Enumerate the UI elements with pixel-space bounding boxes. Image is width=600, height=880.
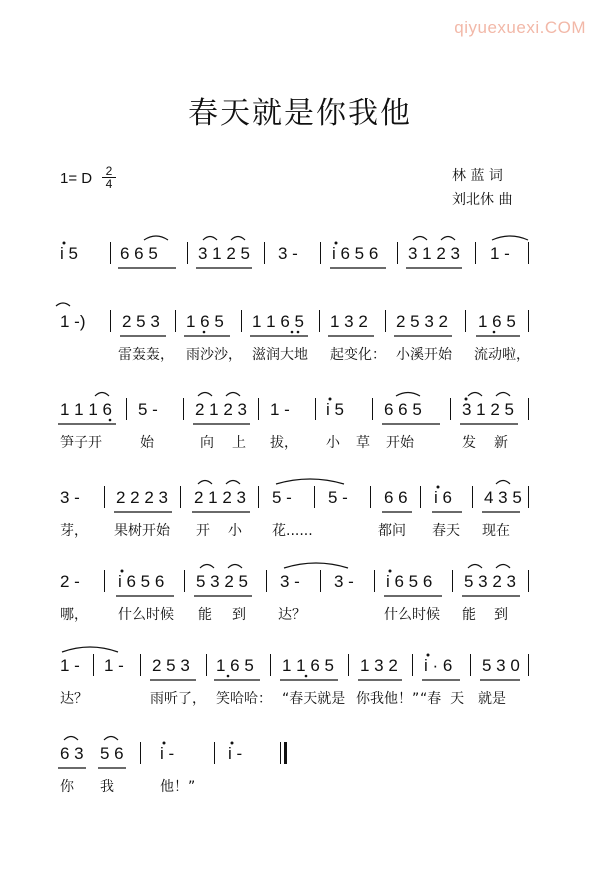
lyric-text: 到 bbox=[494, 607, 508, 623]
lyric-text: “春天就是 bbox=[282, 691, 346, 707]
barline bbox=[420, 486, 421, 508]
lyric-text: 芽， bbox=[60, 523, 88, 539]
note-group: i 6 5 6 bbox=[118, 572, 165, 591]
note-group: 5 3 2 3 bbox=[464, 572, 516, 591]
lyric-text: 达？ bbox=[60, 691, 88, 707]
note-group: 5 6 bbox=[100, 744, 124, 763]
lyric-text: 新 bbox=[494, 435, 508, 451]
barline bbox=[320, 570, 321, 592]
barline bbox=[258, 486, 259, 508]
barline bbox=[472, 486, 473, 508]
barline bbox=[264, 242, 265, 264]
barline bbox=[140, 654, 141, 676]
notes-line bbox=[0, 656, 600, 686]
note-group: 1 - bbox=[270, 400, 290, 419]
barline bbox=[104, 486, 105, 508]
barline bbox=[385, 310, 386, 332]
barline bbox=[320, 242, 321, 264]
notes-line bbox=[0, 400, 600, 430]
lyric-text: 雨沙沙， bbox=[186, 347, 242, 363]
note-group: 5 - bbox=[138, 400, 158, 419]
lyrics-line bbox=[0, 688, 600, 710]
barline bbox=[183, 398, 184, 420]
note-group: i 6 5 6 bbox=[332, 244, 379, 263]
note-group: 3 1 2 5 bbox=[198, 244, 250, 263]
barline bbox=[348, 654, 349, 676]
lyric-text: 向 bbox=[200, 435, 214, 451]
barline bbox=[475, 242, 476, 264]
lyric-text: 能 bbox=[198, 607, 212, 623]
note-group: 5 - bbox=[328, 488, 348, 507]
lyric-text: 雨听了， bbox=[150, 691, 206, 707]
song-title: 春天就是你我他 bbox=[188, 96, 412, 131]
note-group: i 6 5 6 bbox=[386, 572, 433, 591]
score-row-7 bbox=[0, 744, 600, 814]
lyric-text: 到 bbox=[232, 607, 246, 623]
lyric-text: 他！” bbox=[160, 779, 196, 795]
barline bbox=[93, 654, 94, 676]
lyric-text: 上 bbox=[232, 435, 246, 451]
note-group: 3 - bbox=[280, 572, 300, 591]
barline bbox=[110, 310, 111, 332]
barline bbox=[258, 398, 259, 420]
note-group: 1 1 6 5 bbox=[252, 312, 304, 331]
lyric-text: 什么时候 bbox=[118, 607, 174, 623]
barline bbox=[452, 570, 453, 592]
note-group: 1 3 2 bbox=[330, 312, 368, 331]
lyric-text: 草 bbox=[356, 435, 370, 451]
barline bbox=[470, 654, 471, 676]
lyric-text: 始 bbox=[140, 435, 154, 451]
note-group: 1 6 5 bbox=[186, 312, 224, 331]
lyric-text: 小溪开始 bbox=[396, 347, 452, 363]
note-group: 1 - bbox=[104, 656, 124, 675]
barline bbox=[528, 242, 529, 264]
note-group: 1 6 5 bbox=[216, 656, 254, 675]
notes-line bbox=[0, 244, 600, 274]
score-row-1 bbox=[0, 244, 600, 314]
barline bbox=[206, 654, 207, 676]
note-group: 2 - bbox=[60, 572, 80, 591]
barline bbox=[270, 654, 271, 676]
note-group: 3 1 2 3 bbox=[408, 244, 460, 263]
note-group: i 6 bbox=[434, 488, 452, 507]
lyrics-line bbox=[0, 776, 600, 798]
lyric-text: 流动啦， bbox=[474, 347, 530, 363]
notes-line bbox=[0, 744, 600, 774]
notes-line bbox=[0, 488, 600, 518]
barline bbox=[110, 242, 111, 264]
note-group: 3 - bbox=[334, 572, 354, 591]
note-group: i - bbox=[228, 744, 243, 763]
note-group: 1 1 6 5 bbox=[282, 656, 334, 675]
lyric-text: 笋子开 bbox=[60, 435, 102, 451]
lyrics-line bbox=[0, 604, 600, 626]
note-group: 6 3 bbox=[60, 744, 84, 763]
note-group: 3 - bbox=[60, 488, 80, 507]
note-group: i 5 bbox=[326, 400, 344, 419]
lyric-text: 现在 bbox=[482, 523, 510, 539]
note-group: 6 6 5 bbox=[384, 400, 422, 419]
note-group: i · 6 bbox=[424, 656, 453, 675]
barline bbox=[450, 398, 451, 420]
barline bbox=[314, 486, 315, 508]
barline bbox=[528, 310, 529, 332]
lyric-text: 开始 bbox=[386, 435, 414, 451]
barline bbox=[180, 486, 181, 508]
time-signature bbox=[102, 165, 116, 190]
lyric-text: 花...... bbox=[272, 523, 313, 539]
note-group: 5 - bbox=[272, 488, 292, 507]
time-signature-top: 2 bbox=[102, 165, 116, 178]
score-row-6 bbox=[0, 656, 600, 726]
lyric-text: 开 bbox=[196, 523, 210, 539]
note-group: 1 -) bbox=[60, 312, 86, 331]
note-group: 2 5 3 bbox=[152, 656, 190, 675]
watermark-text: qiyuexuexi.COM bbox=[454, 18, 586, 37]
barline bbox=[187, 242, 188, 264]
note-group: 2 5 3 2 bbox=[396, 312, 448, 331]
barline bbox=[140, 742, 141, 764]
note-group: 6 6 5 bbox=[120, 244, 158, 263]
lyric-text: 拔， bbox=[270, 435, 298, 451]
key-signature: 1= D bbox=[60, 170, 93, 187]
lyric-text: 我 bbox=[100, 779, 114, 795]
barline bbox=[319, 310, 320, 332]
barline bbox=[528, 570, 529, 592]
lyricist-credit: 林 蓝 词 bbox=[452, 168, 503, 184]
lyrics-line bbox=[0, 344, 600, 366]
time-signature-bottom: 4 bbox=[105, 177, 113, 191]
note-group: 6 6 bbox=[384, 488, 408, 507]
barline bbox=[397, 242, 398, 264]
note-group: 1 - bbox=[490, 244, 510, 263]
lyric-text: 小 bbox=[326, 435, 340, 451]
note-group: 2 5 3 bbox=[122, 312, 160, 331]
lyric-text: 能 bbox=[462, 607, 476, 623]
note-group: 3 - bbox=[278, 244, 298, 263]
barline bbox=[528, 486, 529, 508]
final-barline-thin bbox=[280, 742, 281, 764]
note-group: 1 3 2 bbox=[360, 656, 398, 675]
lyric-text: 春天 bbox=[432, 523, 460, 539]
score-row-5 bbox=[0, 572, 600, 642]
barline bbox=[465, 310, 466, 332]
note-group: 2 1 2 3 bbox=[194, 488, 246, 507]
composer-credit: 刘北休 曲 bbox=[452, 192, 513, 208]
barline bbox=[126, 398, 127, 420]
barline bbox=[266, 570, 267, 592]
barline bbox=[104, 570, 105, 592]
lyric-text: 就是 bbox=[478, 691, 506, 707]
lyric-text: 你 bbox=[60, 779, 74, 795]
lyric-text: 笑哈哈： bbox=[216, 691, 272, 707]
lyrics-line bbox=[0, 432, 600, 454]
note-group: i 5 bbox=[60, 244, 78, 263]
barline bbox=[370, 486, 371, 508]
lyric-text: 起变化： bbox=[330, 347, 386, 363]
note-group: 1 - bbox=[60, 656, 80, 675]
barline bbox=[372, 398, 373, 420]
note-group: 1 1 1 6 bbox=[60, 400, 112, 419]
score-row-3 bbox=[0, 400, 600, 470]
lyric-text: 滋润大地 bbox=[252, 347, 308, 363]
final-barline-thick bbox=[284, 742, 287, 764]
lyric-text: 小 bbox=[228, 523, 242, 539]
barline bbox=[315, 398, 316, 420]
notes-line bbox=[0, 572, 600, 602]
barline bbox=[412, 654, 413, 676]
score-row-4 bbox=[0, 488, 600, 558]
lyric-text: “春 天 bbox=[420, 691, 465, 707]
note-group: 5 3 2 5 bbox=[196, 572, 248, 591]
note-group: 2 2 2 3 bbox=[116, 488, 168, 507]
barline bbox=[184, 570, 185, 592]
lyric-text: 什么时候 bbox=[384, 607, 440, 623]
barline bbox=[241, 310, 242, 332]
note-group: 2 1 2 3 bbox=[195, 400, 247, 419]
lyric-text: 果树开始 bbox=[114, 523, 170, 539]
notes-line bbox=[0, 312, 600, 342]
lyric-text: 达？ bbox=[278, 607, 306, 623]
score-row-2 bbox=[0, 312, 600, 382]
barline bbox=[528, 654, 529, 676]
barline bbox=[528, 398, 529, 420]
barline bbox=[214, 742, 215, 764]
lyric-text: 你我他！” bbox=[356, 691, 420, 707]
note-group: i - bbox=[160, 744, 175, 763]
note-group: 4 3 5 bbox=[484, 488, 522, 507]
lyric-text: 雷轰轰， bbox=[118, 347, 174, 363]
note-group: 1 6 5 bbox=[478, 312, 516, 331]
note-group: 3 1 2 5 bbox=[462, 400, 514, 419]
barline bbox=[374, 570, 375, 592]
lyric-text: 都问 bbox=[378, 523, 406, 539]
barline bbox=[175, 310, 176, 332]
lyric-text: 哪， bbox=[60, 607, 88, 623]
lyric-text: 发 bbox=[462, 435, 476, 451]
lyrics-line bbox=[0, 520, 600, 542]
note-group: 5 3 0 bbox=[482, 656, 520, 675]
